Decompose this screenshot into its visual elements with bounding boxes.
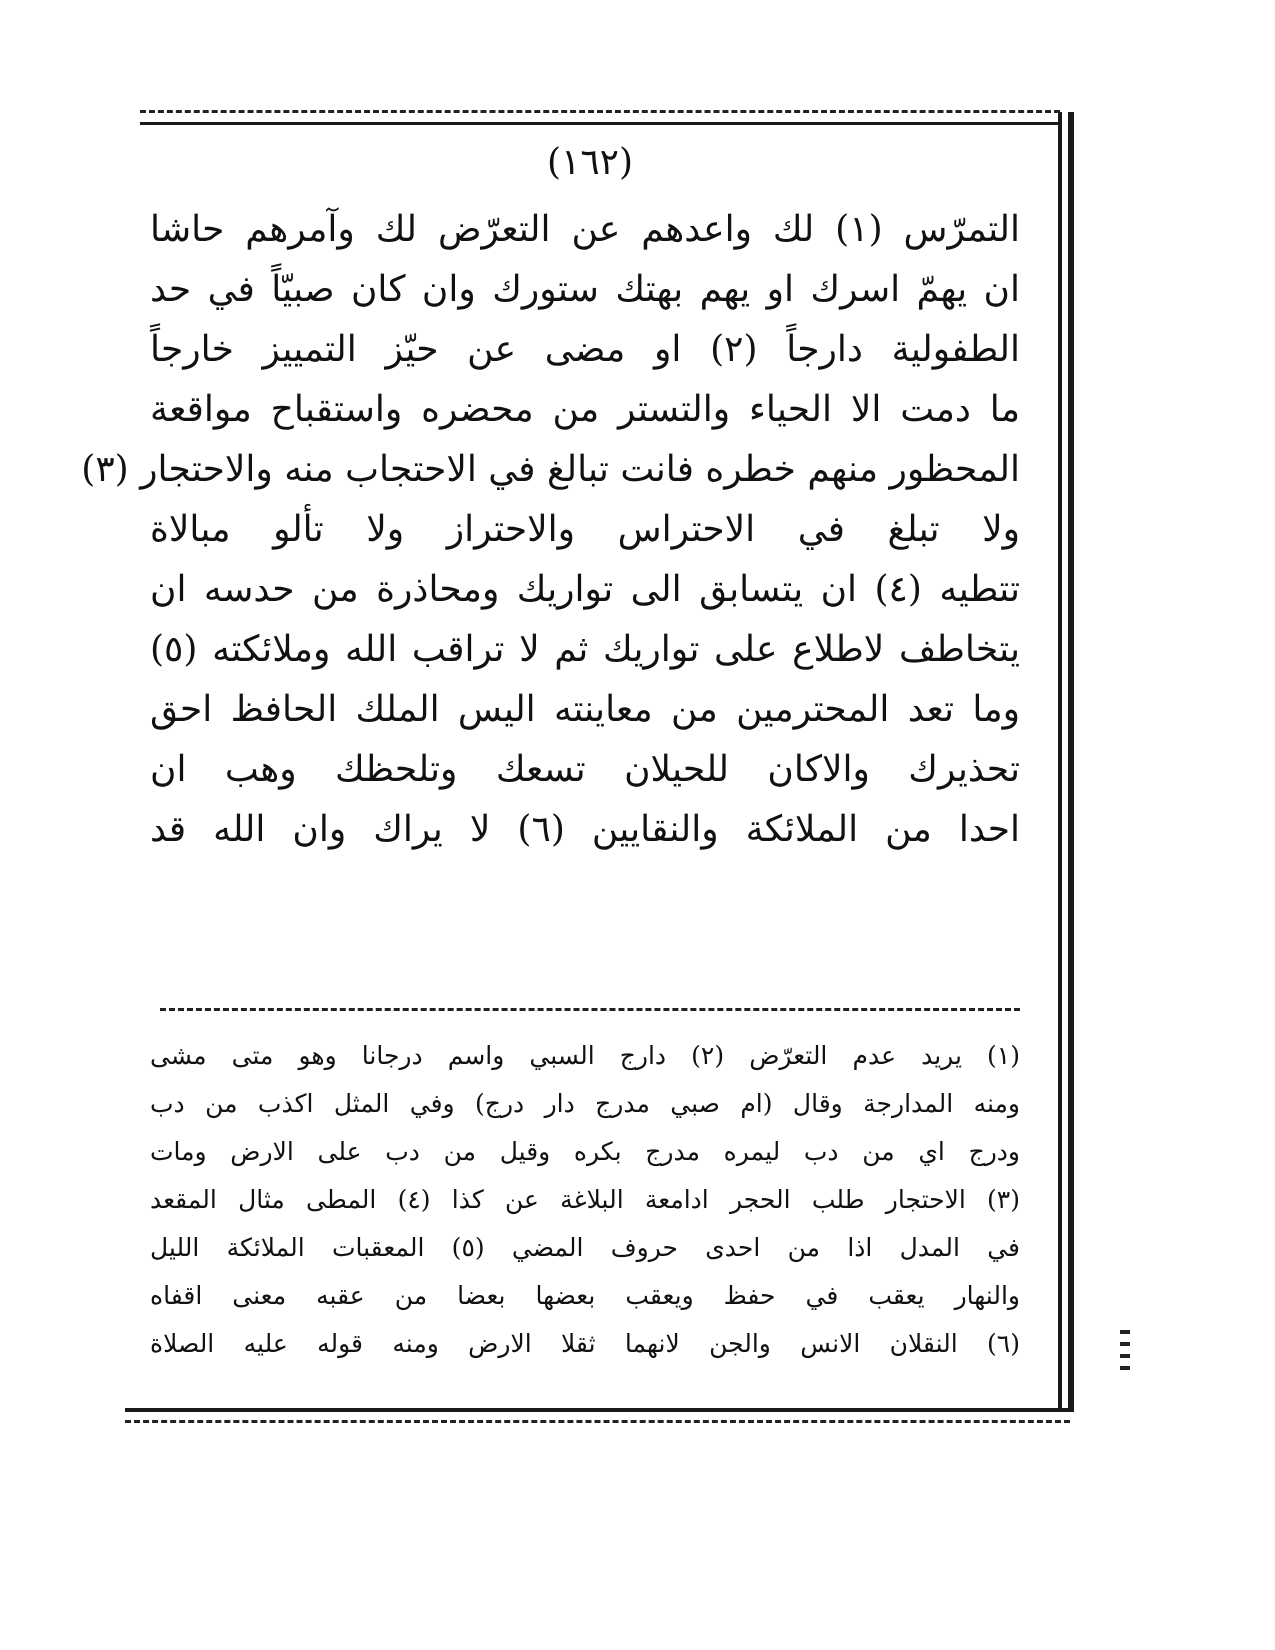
top-rule bbox=[140, 122, 1060, 125]
footnote-line: (١) يريد عدم التعرّض (٢) دارج السبي واسم درجانا وهو متى مشى bbox=[150, 1041, 1020, 1070]
footnote-line: والنهار يعقب في حفظ ويعقب بعضها بعضا من عقبه معنى اقفاه bbox=[150, 1281, 1020, 1310]
body-line: ما دمت الا الحياء والتستر من محضره واستقباح مواقعة bbox=[150, 389, 1020, 430]
right-frame-bar-inner bbox=[1068, 112, 1074, 1412]
main-text bbox=[81, 200, 1021, 860]
footnote-line: (٦) النقلان الانس والجن لانهما ثقلا الارض ومنه قوله عليه الصلاة bbox=[150, 1329, 1020, 1358]
footnote-line: (٣) الاحتجار طلب الحجر ادامعة البلاغة عن كذا (٤) المطى مثال المقعد bbox=[150, 1185, 1020, 1214]
page-number: (١٦٢) bbox=[546, 142, 634, 183]
body-line: التمرّس (١) لك واعدهم عن التعرّض لك وآمرهم حاشا bbox=[150, 209, 1020, 250]
bottom-dashed-rule bbox=[125, 1420, 1070, 1423]
body-line: الطفولية دارجاً (٢) او مضى عن حيّز التمييز خارجاً bbox=[150, 329, 1021, 370]
footnote-line: ومنه المدارجة وقال (ام صبي مدرج دار درج) وفي المثل اكذب من دب bbox=[150, 1089, 1020, 1118]
footnote-line: ودرج اي من دب ليمره مدرج بكره وقيل من دب على الارض ومات bbox=[150, 1137, 1020, 1166]
bottom-rule bbox=[125, 1408, 1070, 1412]
body-line: ولا تبلغ في الاحتراس والاحتراز ولا تألو مبالاة bbox=[150, 509, 1020, 550]
right-frame-bar-outer bbox=[1058, 112, 1062, 1412]
body-line: تحذيرك والاكان للحيلان تسعك وتلحظك وهب ان bbox=[150, 749, 1020, 790]
footnotes bbox=[150, 1032, 1020, 1368]
top-dashed-rule bbox=[140, 110, 1060, 113]
body-line: تتطيه (٤) ان يتسابق الى تواريك ومحاذرة من حدسه ان bbox=[150, 569, 1020, 610]
body-line: احدا من الملائكة والنقايين (٦) لا يراك وان الله قد bbox=[150, 809, 1021, 850]
footnote-line: في المدل اذا من احدى حروف المضي (٥) المعقبات الملائكة الليل bbox=[150, 1233, 1020, 1262]
footnote-separator bbox=[160, 1008, 1020, 1011]
margin-tick-marks bbox=[1120, 1330, 1132, 1390]
body-line: وما تعد المحترمين من معاينته اليس الملك الحافظ احق bbox=[150, 689, 1020, 730]
body-line: يتخاطف لاطلاع على تواريك ثم لا تراقب الله وملائكته (٥) bbox=[150, 629, 1020, 670]
body-line: المحظور منهم خطره فانت تبالغ في الاحتجاب منه والاحتجار (٣) bbox=[81, 449, 1020, 490]
body-line: ان يهمّ اسرك او يهم بهتك ستورك وان كان صبيّاً في حد bbox=[150, 269, 1020, 310]
